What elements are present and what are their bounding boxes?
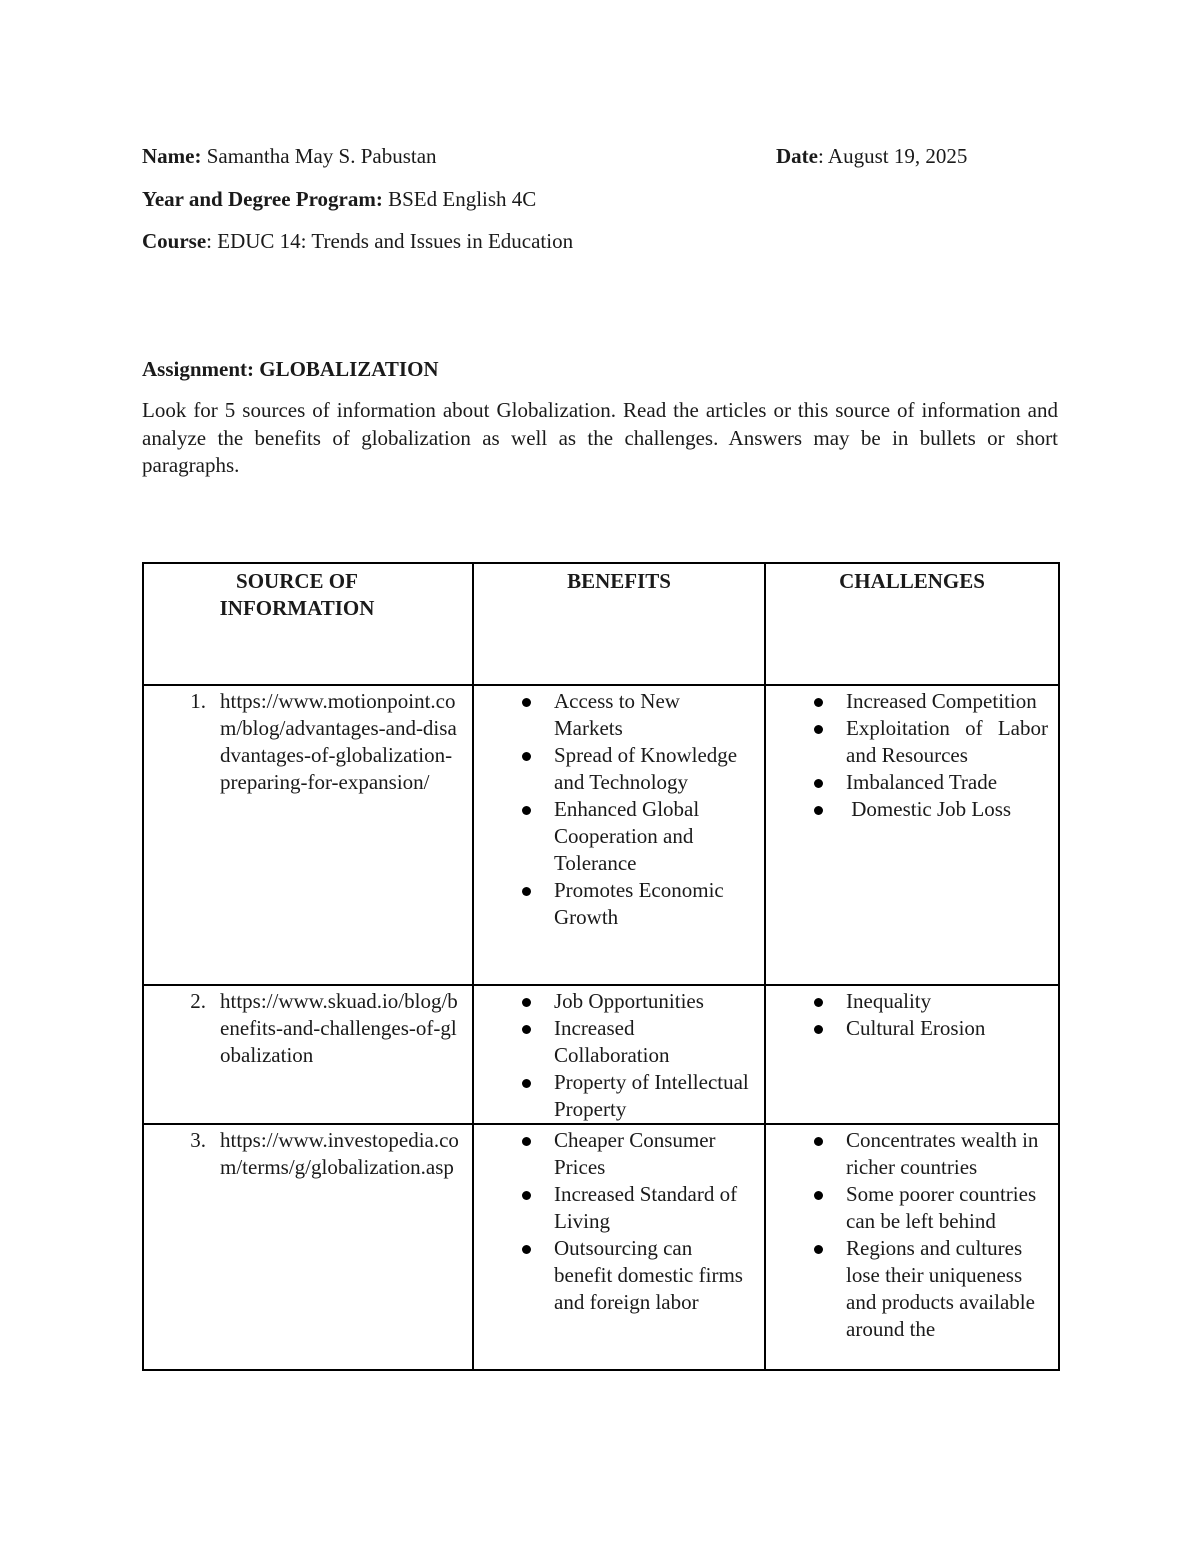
row-number: 2.	[190, 989, 206, 1013]
benefit-item: Enhanced Global Cooperation and Tolerance	[474, 796, 754, 877]
table-row	[143, 685, 1059, 985]
date-value: : August 19, 2025	[817, 144, 968, 168]
assignment-instructions: Look for 5 sources of information about Globalization. Read the articles or this source of information and analyze the benefits of globalization as well as the challenges. Answers may be in bullets or short paragraphs.	[142, 398, 1058, 477]
challenge-item: Regions and cultures lose their uniqueness and products available around the	[766, 1235, 1048, 1343]
benefit-item: Promotes Economic Growth	[474, 877, 754, 931]
challenge-item: Some poorer countries can be left behind	[766, 1181, 1048, 1235]
benefit-item: Spread of Knowledge and Technology	[474, 742, 754, 796]
benefit-item: Outsourcing can benefit domestic firms and foreign labor	[474, 1235, 754, 1316]
benefit-item: Cheaper Consumer Prices	[474, 1127, 754, 1181]
source-url: https://www.investopedia.com/terms/g/globalization.asp	[220, 1128, 459, 1179]
course-value: : EDUC 14: Trends and Issues in Education	[206, 229, 574, 253]
program-label: Year and Degree Program:	[142, 187, 383, 211]
row-number: 1.	[190, 689, 206, 713]
source-url: https://www.skuad.io/blog/benefits-and-challenges-of-globalization	[220, 989, 458, 1067]
source-cell	[143, 1124, 473, 1370]
date-line	[776, 143, 967, 170]
source-cell	[143, 685, 473, 985]
table-row	[143, 1124, 1059, 1370]
table-header-row	[143, 563, 1059, 685]
challenge-item: Concentrates wealth in richer countries	[766, 1127, 1048, 1181]
benefit-item: Increased Collaboration	[474, 1015, 754, 1069]
assignment-title	[142, 356, 439, 383]
source-url: https://www.motionpoint.com/blog/advantages-and-disadvantages-of-globalization-preparing-for-expansion/	[220, 689, 457, 794]
table-row	[143, 985, 1059, 1124]
benefit-item: Increased Standard of Living	[474, 1181, 754, 1235]
name-label: Name:	[142, 144, 202, 168]
benefits-cell	[473, 685, 765, 985]
program-value: BSEd English 4C	[388, 187, 537, 211]
challenges-cell	[765, 685, 1059, 985]
header-challenges: CHALLENGES	[765, 563, 1059, 685]
source-cell	[143, 985, 473, 1124]
assignment-label: Assignment: GLOBALIZATION	[142, 357, 439, 381]
name-line	[142, 143, 437, 170]
challenges-cell	[765, 985, 1059, 1124]
course-label: Course	[142, 229, 207, 253]
challenge-item: Cultural Erosion	[766, 1015, 1048, 1042]
challenge-item: Domestic Job Loss	[766, 796, 1048, 823]
program-line	[142, 186, 536, 213]
date-label: Date	[776, 144, 818, 168]
benefits-cell	[473, 985, 765, 1124]
challenge-item: Exploitation of Labor and Resources	[766, 715, 1048, 769]
benefit-item: Property of Intellectual Property	[474, 1069, 754, 1123]
header-benefits: BENEFITS	[473, 563, 765, 685]
challenges-cell	[765, 1124, 1059, 1370]
header-source	[143, 563, 473, 685]
sources-table	[142, 562, 1060, 1371]
name-value: Samantha May S. Pabustan	[206, 144, 437, 168]
challenge-item: Imbalanced Trade	[766, 769, 1048, 796]
benefit-item: Job Opportunities	[474, 988, 754, 1015]
challenge-item: Increased Competition	[766, 688, 1048, 715]
course-line	[142, 228, 573, 255]
benefits-cell	[473, 1124, 765, 1370]
row-number: 3.	[190, 1128, 206, 1152]
challenge-item: Inequality	[766, 988, 1048, 1015]
benefit-item: Access to New Markets	[474, 688, 754, 742]
header-source-label: SOURCE OF INFORMATION	[219, 569, 375, 620]
